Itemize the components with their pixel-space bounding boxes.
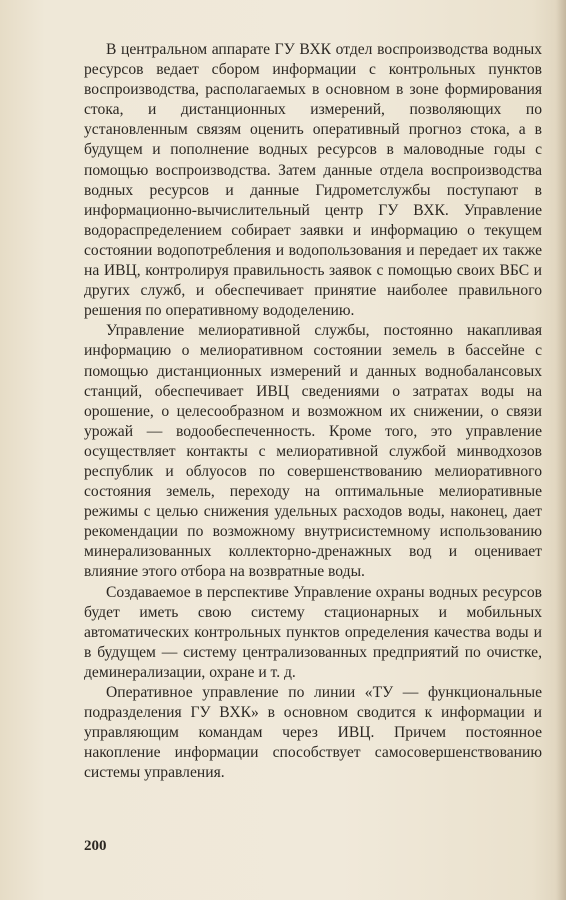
paragraph: В центральном аппарате ГУ ВХК отдел воспроизводства водных ресурсов ведает сбором информации с контрольных пунктов воспроизводства, располагаемых в основном в зоне формирования стока, и дистанционных измерений, позволяющих по установленным связям оценить оперативный прогноз стока, а в будущем и пополнение водных ресурсов в маловодные годы с помощью воспроизводства. Затем данные отдела воспроизводства водных ресурсов и данные Гидрометслужбы поступают в информационно-вычислительный центр ГУ ВХК. Управление водораспределением собирает заявки и информацию о текущем состоянии водопотребления и водопользования и передает их также на ИВЦ, контролируя правильность заявок с помощью своих ВБС и других служб, и обеспечивает принятие наиболее правильного решения по оперативному вододелению. xyxy=(84,41,542,320)
paragraph: Создаваемое в перспективе Управление охраны водных ресурсов будет иметь свою систему стационарных и мобильных автоматических контрольных пунктов определения качества воды и в будущем — систему централизованных предприятий по очистке, деминерализации, охране и т. д. xyxy=(84,583,542,681)
body-text xyxy=(84,40,542,783)
paragraph: Оперативное управление по линии «ТУ — функциональные подразделения ГУ ВХК» в основном сводится к информации и управляющим командам через ИВЦ. Причем постоянное накопление информации способствует самосовершенствованию системы управления. xyxy=(84,684,542,782)
paragraph: Управление мелиоративной службы, постоянно накапливая информацию о мелиоративном состоянии земель в бассейне с помощью дистанционных измерений и данных воднобалансовых станций, обеспечивает ИВЦ сведениями о затратах воды на орошение, о целесообразном и возможном их снижении, о связи урожай — водообеспеченность. Кроме того, это управление осуществляет контакты с мелиоративной службой минводхозов республик и облуосов по совершенствованию мелиоративного состояния земель, переходу на оптимальные мелиоративные режимы с целью снижения удельных расходов воды, наконец, дает рекомендации по возможному внутрисистемному использованию минерализованных коллекторно-дренажных вод и оценивает влияние этого отбора на возвратные воды. xyxy=(84,322,542,581)
page-edge-shadow xyxy=(556,0,566,900)
page-number: 200 xyxy=(84,838,107,854)
